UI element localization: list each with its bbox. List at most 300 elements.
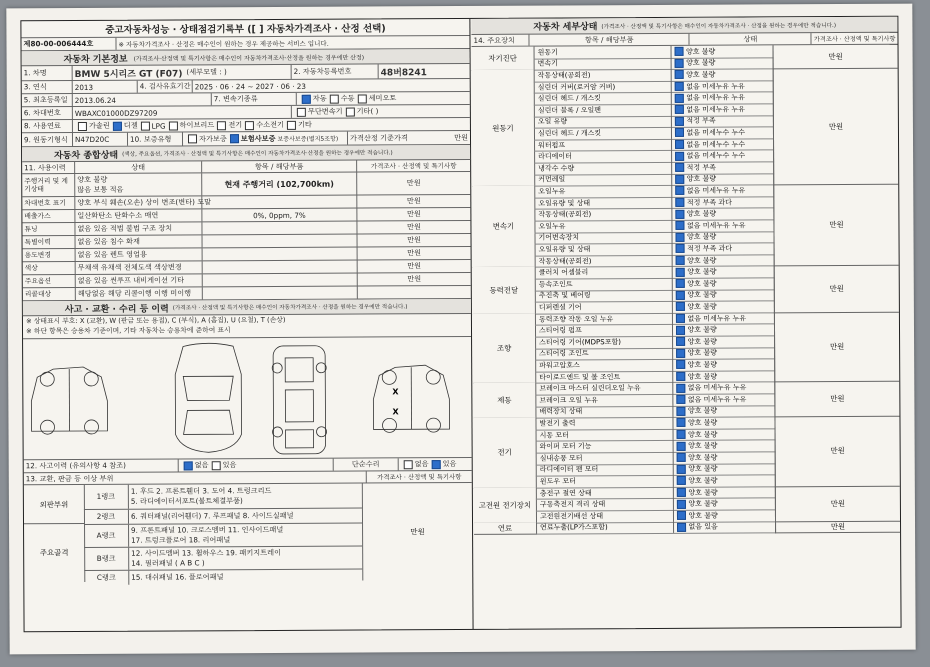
state-checkbox[interactable]	[678, 523, 687, 532]
doc-number: 제80-00-006444호	[21, 38, 116, 50]
trans-manual-text: 수동	[340, 93, 355, 103]
detail-row-item: 냉각수 수량	[534, 162, 673, 174]
state-checkbox[interactable]	[676, 210, 685, 219]
state-text: 적정 부족	[686, 163, 716, 172]
state-checkbox[interactable]	[676, 302, 685, 311]
state-text: 양호 불량	[687, 325, 717, 335]
state-text: 적정 부족 과다	[686, 198, 732, 207]
overall-row	[22, 172, 470, 197]
detail-group-price: 만원	[773, 184, 898, 267]
detail-row-state[interactable]	[674, 347, 776, 359]
state-checkbox[interactable]	[677, 500, 686, 509]
state-text: 양호 불량	[686, 47, 716, 56]
car-outline-diagram	[23, 337, 472, 459]
detail-row-state[interactable]	[674, 498, 776, 510]
trans-semi-text: 세미오토	[368, 93, 397, 103]
state-checkbox[interactable]	[675, 59, 684, 68]
detail-group-label: 원동기	[472, 70, 536, 187]
overall-row-item	[203, 274, 358, 287]
fuel-hybrid-checkbox[interactable]	[169, 121, 178, 130]
detail-group-label: 제동	[473, 383, 536, 419]
detail-row-state[interactable]	[674, 359, 776, 371]
detail-row-item: 등속조인트	[535, 278, 674, 290]
state-text: 없음 미세누유 누유	[686, 82, 745, 91]
state-text: 없음 미세누유 누유	[686, 186, 746, 195]
state-checkbox[interactable]	[676, 314, 685, 323]
detail-row-item: 원동기	[534, 46, 673, 58]
warranty-ins-text: 보험사보증	[240, 133, 276, 143]
detail-row-state[interactable]	[673, 312, 775, 324]
detail-row-item: 클러치 어셈블리	[535, 266, 674, 278]
detail-row-item: 충전구 절연 상태	[536, 487, 675, 499]
detail-row-state[interactable]	[674, 521, 776, 533]
state-text: 없음 미세누유 누유	[687, 383, 747, 393]
overall-row-options[interactable]	[76, 248, 203, 261]
overall-row-options[interactable]	[76, 287, 203, 300]
fuel-ev-checkbox[interactable]	[217, 121, 226, 130]
vin-value: WBAXC01000DZ97209	[74, 108, 158, 118]
detail-body	[472, 45, 901, 534]
detail-item-header: 항목 / 해당부품	[529, 34, 689, 46]
detail-row-state[interactable]	[673, 161, 775, 173]
overall-row-label: 주요옵션	[23, 275, 76, 287]
state-checkbox[interactable]	[676, 279, 685, 288]
state-checkbox[interactable]	[677, 337, 686, 346]
fuel-diesel-checkbox[interactable]	[113, 121, 122, 130]
state-text: 양호 불량	[687, 256, 717, 265]
overall-row-item	[203, 235, 358, 248]
detail-row-state[interactable]	[674, 382, 776, 394]
trans-cvt-checkbox[interactable]	[297, 107, 306, 116]
car-diagram	[23, 337, 472, 460]
detail-group-price: 만원	[775, 486, 900, 522]
state-checkbox[interactable]	[676, 291, 685, 300]
fuel-lpg-checkbox[interactable]	[141, 121, 150, 130]
base-price-label: 가격산정 기준가격	[349, 132, 408, 143]
state-checkbox[interactable]	[675, 47, 684, 56]
detail-price-header: 가격조사 · 산정액 및 특기사항	[813, 35, 896, 44]
legend-line-2: ※ 하단 항목은 승용차 기준이며, 기타 자동차는 승용차에 준하여 표시	[25, 326, 231, 336]
overall-row-item	[203, 287, 358, 300]
rank2-label: 2랭크	[84, 510, 129, 524]
rankC-label: C랭크	[84, 571, 129, 585]
fuel-gasoline-checkbox[interactable]	[78, 121, 87, 130]
frame-parts-label: 주요골격	[24, 523, 85, 582]
overall-row-label: 튜닝	[22, 223, 75, 235]
detail-row-item: 시동 모터	[536, 429, 675, 441]
detail-group-label: 자기진단	[472, 47, 535, 72]
state-text: 양호 불량	[687, 302, 717, 311]
state-text: 양호 불량	[688, 430, 718, 439]
detail-row-item: 작동상태(공회전)	[535, 255, 674, 267]
accident-none-text: 없음	[194, 460, 209, 470]
detail-row-item: 스티어링 기어(MDPS포함)	[535, 336, 674, 348]
state-checkbox[interactable]	[677, 488, 686, 497]
state-checkbox[interactable]	[676, 256, 685, 265]
detail-row-item: 디퍼렌셜 기어	[535, 301, 674, 313]
detail-row-item: 스티어링 펌프	[535, 324, 674, 336]
detail-row-state[interactable]	[674, 451, 776, 463]
state-checkbox[interactable]	[675, 128, 684, 137]
legend-line-1: ※ 상태표시 부호: X (교환), W (판금 또는 용접), C (부식), A (흠집), U (요철), T (손상)	[25, 315, 286, 326]
overall-row-options[interactable]	[75, 196, 212, 209]
detail-row-state[interactable]	[674, 405, 776, 417]
overall-row-label: 리콜대상	[23, 288, 76, 300]
state-text: 없음 미세누유 누유	[686, 105, 745, 114]
state-checkbox[interactable]	[677, 372, 686, 381]
detail-group-label: 조향	[473, 313, 536, 384]
warranty-ins-checkbox[interactable]	[230, 134, 239, 143]
state-checkbox[interactable]	[676, 326, 685, 335]
state-checkbox[interactable]	[676, 198, 685, 207]
paper-sheet	[6, 4, 915, 655]
state-text: 없음 미세누수 누수	[686, 151, 746, 161]
detail-row-item: 라디에이터	[534, 150, 673, 162]
overall-row-options[interactable]	[75, 222, 202, 235]
rankA-items: 9. 프론트패널 10. 크로스멤버 11. 인사이드패널	[131, 524, 284, 535]
use-history-header: 11. 사용이력	[22, 162, 75, 173]
detail-row-state[interactable]	[673, 173, 775, 185]
state-checkbox[interactable]	[676, 152, 685, 161]
simple-repair-label: 단순수리	[334, 458, 399, 470]
detail-row-state[interactable]	[673, 277, 775, 289]
state-checkbox[interactable]	[677, 407, 686, 416]
state-checkbox[interactable]	[675, 70, 684, 79]
inspection-form	[20, 16, 901, 633]
overall-row-price: 만원	[406, 178, 421, 188]
trans-semi-checkbox[interactable]	[358, 94, 367, 103]
detail-group-price: 만원	[775, 520, 900, 533]
state-text: 없음 미세누수 누수	[686, 128, 746, 137]
state-checkbox[interactable]	[676, 175, 685, 184]
detail-group-label: 동력전달	[473, 267, 536, 315]
simple-none-checkbox[interactable]	[404, 460, 413, 469]
state-checkbox[interactable]	[677, 430, 686, 439]
detail-row-item: 와이퍼 모터 기능	[536, 440, 675, 452]
outer-parts-label: 외판부위	[24, 485, 85, 524]
detail-row-state[interactable]	[672, 45, 774, 57]
accident-history-label: 12. 사고이력 (유의사항 4 참조)	[24, 459, 179, 472]
state-text: 양호 불량	[687, 360, 717, 369]
simple-yes-checkbox[interactable]	[432, 460, 441, 469]
state-checkbox[interactable]	[677, 511, 686, 520]
overall-row-item	[203, 248, 358, 261]
state-checkbox[interactable]	[675, 82, 684, 91]
state-checkbox[interactable]	[676, 221, 685, 230]
fuel-label: 8. 사용연료	[22, 120, 73, 132]
overall-row-opts: 없음 있음 썬루프 내비게이션 기타	[77, 275, 185, 286]
overall-row-opts-2: 많음 보통 적음	[77, 184, 124, 195]
basic-info-header: 자동차 기본정보	[63, 54, 128, 65]
parts-price-unit: 만원	[362, 483, 473, 581]
state-text: 양호 불량	[687, 349, 717, 358]
detail-row-item: 윈도우 모터	[536, 475, 675, 487]
overall-row-opts: 일산화탄소 탄화수소 매연	[77, 210, 159, 221]
overall-row-label: 차대번호 표기	[22, 197, 75, 209]
overall-row-item: 0%, 0ppm, 7%	[202, 209, 357, 222]
accident-yes-text: 있음	[222, 460, 237, 470]
overall-row-opts: 해당없음 해당 리콜이행 이행 미이행	[77, 288, 192, 299]
detail-row-item: 추진축 및 베어링	[535, 289, 674, 301]
detail-row-state[interactable]	[672, 92, 774, 104]
overall-row-options[interactable]	[76, 261, 203, 274]
overall-row-price: 만원	[407, 248, 422, 258]
item-header: 항목 / 해당부품	[202, 161, 357, 173]
state-checkbox[interactable]	[677, 418, 686, 427]
detail-group-price: 만원	[774, 416, 899, 487]
fuel-ev-text: 전기	[228, 120, 243, 130]
detail-row-state[interactable]	[673, 231, 775, 243]
detail-row-item: 실린더 헤드 / 개스킷	[534, 92, 673, 104]
warranty-ins-note: 보증사보증(별지5조항)	[277, 135, 339, 143]
detail-row-item: 구동축전지 격리 상태	[536, 498, 675, 510]
vin-label: 6. 차대번호	[22, 107, 73, 119]
overall-row-item	[202, 196, 357, 209]
detail-row-state[interactable]	[674, 463, 776, 475]
state-text: 양호 불량	[688, 465, 718, 474]
detail-row-state[interactable]	[673, 324, 775, 336]
state-text: 없음 미세누유 누유	[686, 93, 745, 103]
overall-row-opts: 무채색 유채색 전체도색 색상변경	[77, 262, 182, 273]
price-header: 가격조사 · 산정액 및 특기사항	[370, 162, 457, 171]
detail-row-state[interactable]	[673, 243, 775, 255]
overall-row-price: 만원	[407, 235, 421, 245]
overall-row-label: 용도변경	[23, 249, 76, 261]
overall-row-opts: 없음 있음 렌트 영업용	[77, 249, 147, 260]
detail-row-item: 실린더 커버(로커암 커버)	[534, 81, 673, 93]
detail-row-item: 워터펌프	[534, 139, 673, 151]
detail-row-state[interactable]	[674, 417, 776, 429]
detail-row-state[interactable]	[674, 486, 776, 498]
overall-row-price: 만원	[407, 274, 422, 284]
detail-row-state[interactable]	[672, 138, 774, 150]
detail-row-item: 오일누유	[534, 185, 673, 197]
rankC-items: 15. 대쉬패널 16. 플로어패널	[131, 572, 224, 582]
state-checkbox[interactable]	[676, 163, 685, 172]
state-text: 양호 불량	[688, 511, 718, 520]
detail-row-state[interactable]	[674, 428, 776, 440]
state-text: 양호 불량	[687, 279, 717, 288]
state-text: 양호 불량	[688, 441, 718, 450]
car-name-label: 1. 차명	[22, 66, 73, 80]
warranty-self-text: 자가보증	[198, 133, 227, 143]
right-column	[471, 17, 900, 629]
trans-manual-checkbox[interactable]	[330, 94, 339, 103]
accident-none-checkbox[interactable]	[184, 461, 193, 470]
state-checkbox[interactable]	[677, 349, 686, 358]
detail-group-price: 만원	[774, 312, 899, 383]
accident-yes-checkbox[interactable]	[212, 461, 221, 470]
state-text: 양호 불량	[688, 499, 718, 508]
overall-row-label: 색상	[23, 262, 76, 274]
detail-row-state[interactable]	[673, 150, 775, 162]
warranty-label: 10. 보증유형	[128, 132, 183, 145]
detail-row-state[interactable]	[672, 115, 774, 127]
fuel-h2-checkbox[interactable]	[245, 121, 254, 130]
state-text: 양호 불량	[686, 209, 717, 219]
detail-row-item: 작동상태(공회전)	[534, 208, 673, 220]
detail-row-state[interactable]	[673, 301, 775, 313]
state-checkbox[interactable]	[675, 140, 684, 149]
detail-row-state[interactable]	[672, 69, 774, 81]
fuel-etc-checkbox[interactable]	[287, 120, 296, 129]
overall-row-label: 주행거리 및 계기상태	[22, 174, 75, 196]
detail-row-item: 변속기	[534, 57, 673, 69]
state-text: 양호 불량	[686, 70, 716, 79]
state-checkbox[interactable]	[676, 268, 685, 277]
reg-number-value: 48버8241	[380, 67, 427, 78]
overall-row-options[interactable]	[76, 274, 203, 287]
door-replaced-mark-2: X	[392, 407, 399, 417]
overall-row-item	[203, 261, 358, 274]
rankB-label: B랭크	[84, 548, 129, 570]
basic-info-note: (가격조사·산정액 및 특기사항은 매수인이 자동차가격조사·산정을 원하는 경우에만 산정)	[133, 54, 365, 63]
trans-label: 7. 변속기종류	[212, 93, 297, 105]
simple-yes-text: 있음	[442, 459, 457, 469]
overall-row-item: 현재 주행거리 (102,700km)	[202, 173, 357, 196]
detail-row-state[interactable]	[672, 103, 774, 115]
reg-number-label: 2. 자동차등록번호	[292, 64, 379, 78]
state-text: 없음 미세누유 누유	[686, 221, 746, 230]
state-checkbox[interactable]	[675, 105, 684, 114]
fuel-h2-text: 수소전기	[256, 119, 284, 130]
detail-row-state[interactable]	[674, 393, 776, 405]
state-text: 양호 불량	[686, 175, 717, 184]
detail-row-state[interactable]	[673, 208, 775, 220]
state-header: 상태	[75, 161, 202, 173]
year-value: 2013	[74, 82, 94, 92]
detail-group-label: 연료	[474, 522, 537, 535]
detail-row-state[interactable]	[673, 254, 775, 266]
detail-row-item: 오일누유	[534, 220, 673, 232]
state-checkbox[interactable]	[677, 384, 686, 393]
detail-group-label: 전기	[473, 418, 536, 489]
state-text: 없음 미세누유 누유	[687, 314, 746, 323]
state-text: 양호 불량	[687, 337, 717, 346]
detail-row-item: 오일 유량	[534, 115, 673, 127]
warranty-self-checkbox[interactable]	[188, 134, 197, 143]
state-checkbox[interactable]	[675, 94, 684, 103]
state-text: 양호 불량	[688, 476, 718, 485]
parts-price-header: 가격조사 · 산정액 및 특기사항	[377, 473, 462, 482]
left-column	[21, 19, 473, 631]
first-reg-value: 2013.06.24	[74, 95, 116, 105]
overall-row-price: 만원	[407, 261, 422, 271]
detail-row-item: 타이로드엔드 및 볼 조인트	[535, 371, 674, 383]
rankB-items-2: 14. 필러패널 ( A B C )	[131, 558, 205, 568]
fuel-lpg-text: LPG	[151, 121, 166, 131]
detail-row-item: 커먼레일	[534, 173, 673, 185]
detail-row-state[interactable]	[674, 509, 776, 521]
fuel-hybrid-text: 하이브리드	[179, 120, 215, 130]
rankA-label: A랭크	[84, 525, 129, 547]
detail-row-state[interactable]	[673, 196, 775, 208]
rankA-items-2: 17. 트렁크플로어 18. 리어패널	[131, 535, 231, 545]
car-name-value: BMW 5시리즈 GT (F07)	[74, 68, 183, 80]
rank1-items-2: 5. 라디에이터서포트(볼트체결부품)	[130, 496, 243, 506]
simple-none-text: 없음	[414, 459, 429, 469]
fuel-diesel-text: 디젤	[123, 120, 138, 130]
year-label: 3. 연식	[22, 81, 73, 93]
state-checkbox[interactable]	[676, 186, 685, 195]
state-text: 양호 불량	[686, 233, 717, 242]
detail-group-price: 만원	[774, 381, 899, 417]
rankB-items: 12. 사이드멤버 13. 휠하우스 19. 패키지트레이	[131, 547, 282, 558]
overall-row-options[interactable]	[76, 235, 203, 248]
trans-auto-checkbox[interactable]	[302, 94, 311, 103]
accident-header: 사고 · 교환 · 수리 등 이력	[64, 304, 169, 315]
detail-row-item: 배력장치 상태	[535, 405, 674, 417]
state-checkbox[interactable]	[677, 453, 686, 462]
rank1-label: 1랭크	[84, 485, 129, 509]
motor-label: 9. 원동기형식	[22, 133, 73, 146]
insp-value: 2025 · 06 · 24 ~ 2027 · 06 · 23	[194, 81, 306, 91]
parts-table	[24, 483, 473, 582]
detail-row-item: 파워고압호스	[535, 359, 674, 371]
overall-header: 자동차 종합상태	[54, 150, 119, 161]
accident-note: (가격조사 · 산정액 및 특기사항은 매수인이 자동차가격조사 · 산정을 원하는 경우에만 적습니다.)	[172, 304, 408, 312]
overall-row-opts: 양호 불량	[77, 174, 108, 185]
overall-row-options[interactable]	[75, 173, 202, 196]
state-checkbox[interactable]	[677, 360, 686, 369]
detail-row-state[interactable]	[672, 80, 774, 92]
state-text: 없음 미세누유 누유	[687, 395, 747, 404]
overall-row-price	[358, 286, 471, 299]
detail-row-item: 라디에이터 팬 모터	[536, 463, 675, 475]
state-checkbox[interactable]	[676, 233, 685, 242]
detail-row-state[interactable]	[673, 219, 775, 231]
detail-note: (가격조사 · 산정액 및 특기사항은 매수인이 자동차가격조사 · 산정을 원하는 경우에만 적습니다.)	[601, 22, 837, 30]
state-checkbox[interactable]	[675, 117, 684, 126]
detail-state-header: 상태	[690, 33, 812, 45]
detail-group-price: 만원	[774, 265, 899, 313]
trans-auto-text: 자동	[312, 93, 327, 103]
detail-row-state[interactable]	[672, 57, 774, 69]
fuel-etc-text: 기타	[297, 119, 312, 129]
state-text: 적정 부족	[686, 117, 716, 126]
overall-row-options[interactable]	[75, 209, 202, 222]
overall-row-price: 만원	[406, 196, 421, 206]
detail-row-state[interactable]	[674, 440, 776, 452]
fuel-gasoline-text: 가솔린	[88, 120, 110, 130]
parts-label: 13. 교환, 판금 등 이상 부위	[24, 471, 367, 484]
detail-row-state[interactable]	[673, 185, 775, 197]
state-checkbox[interactable]	[677, 465, 686, 474]
state-text: 적정 부족 과다	[687, 244, 733, 253]
form-title: 중고자동차성능 · 상태점검기록부 ([ ] 자동차가격조사 · 산정 선택)	[105, 23, 386, 36]
detail-row	[536, 521, 776, 535]
detail-row-state[interactable]	[672, 127, 774, 139]
state-checkbox[interactable]	[677, 442, 686, 451]
motor-value: N47D20C	[74, 134, 110, 145]
detail-row-state[interactable]	[674, 475, 776, 487]
trans-cvt-text: 무단변속기	[307, 106, 343, 116]
state-text: 양호 불량	[686, 59, 716, 68]
trans-etc-checkbox[interactable]	[346, 107, 355, 116]
state-checkbox[interactable]	[677, 476, 686, 485]
overall-row-opts: 없음 있음 적법 불법 구조 장치	[77, 223, 173, 234]
detail-row-item: 실린더 블록 / 오일팬	[534, 104, 673, 116]
door-replaced-mark: X	[392, 387, 399, 397]
detail-row-state[interactable]	[673, 289, 775, 301]
detail-row-state[interactable]	[673, 266, 775, 278]
detail-row-state[interactable]	[674, 370, 776, 382]
detail-row-item: 동력조향 작동 오일 누유	[535, 313, 674, 325]
state-checkbox[interactable]	[677, 395, 686, 404]
overall-row-opts: 없음 있음 침수 화재	[77, 236, 140, 247]
state-checkbox[interactable]	[676, 244, 685, 253]
detail-row-state[interactable]	[674, 335, 776, 347]
